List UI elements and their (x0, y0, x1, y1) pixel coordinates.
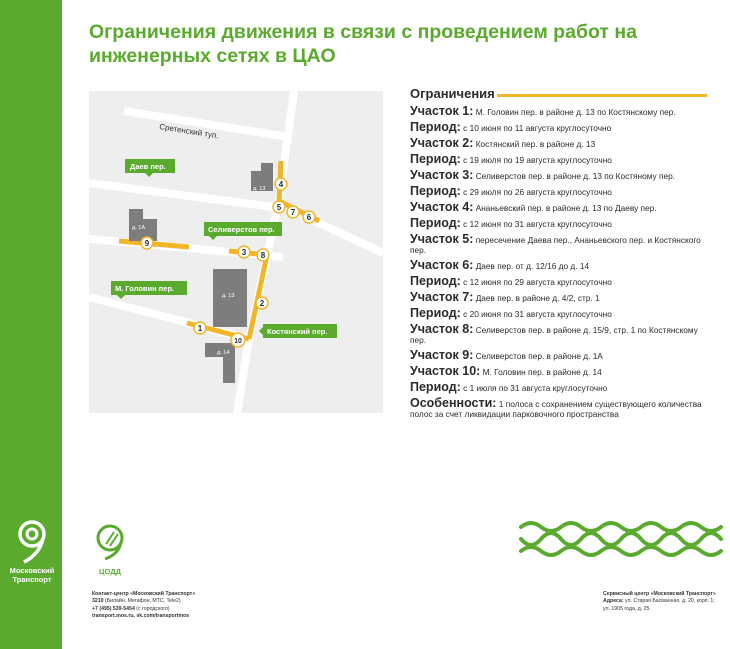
moscow-transport-name-2: Транспорт (12, 575, 52, 584)
map-panel (89, 91, 383, 413)
svg-text:4: 4 (278, 180, 284, 189)
building-label-13-central: д. 13 (222, 293, 235, 299)
contacts-block (92, 591, 292, 620)
list-item: Период: с 10 июня по 11 августа круглосуточно (410, 120, 612, 134)
list-item: Период: с 19 июля по 19 августа круглосуточно (410, 152, 612, 166)
service-center-title: Сервисный центр «Московский Транспорт» (603, 591, 716, 597)
service-address-label: Адреса: (603, 598, 624, 605)
moscow-transport-9-icon (10, 518, 54, 564)
restrictions-header-line (497, 94, 707, 97)
codd-name: ЦОДД (99, 567, 121, 576)
moscow-transport-name-1: Московский (9, 566, 55, 575)
road-golovin (89, 297, 189, 323)
marker-1 (194, 322, 206, 334)
list-item: Участок 7: Даев пер. в районе д. 4/2, стр. 1 (410, 290, 600, 304)
list-item: Период: с 29 июля по 26 августа круглосуточно (410, 184, 612, 198)
street-label-sretensky: Сретенский туп. (158, 122, 220, 141)
list-item: Участок 10: М. Головин пер. в районе д. 14 (410, 364, 602, 378)
svg-text:Костянский пер.: Костянский пер. (267, 327, 328, 336)
page-title: Ограничения движения в связи с проведением работ на инженерных сетях в ЦАО (89, 21, 637, 67)
map-drawing (89, 91, 383, 413)
contact-phone-note: (с городского) (136, 605, 170, 612)
svg-text:3: 3 (241, 248, 247, 257)
svg-text:Даев пер.: Даев пер. (130, 162, 166, 171)
marker-6 (303, 211, 315, 223)
marker-7 (287, 206, 299, 218)
marker-3 (238, 246, 250, 258)
marker-8 (257, 249, 269, 261)
brand-sidebar (0, 0, 62, 649)
contact-center-title: Контакт-центр «Московский Транспорт» (92, 591, 196, 597)
svg-text:М. Головин пер.: М. Головин пер. (115, 284, 175, 293)
list-item: Участок 2: Костянский пер. в районе д. 13 (410, 136, 596, 150)
codd-logo (92, 522, 128, 576)
moscow-transport-logo (4, 518, 60, 584)
list-item: Участок 6: Даев пер. от д. 12/16 до д. 14 (410, 258, 590, 272)
list-item: Период: с 1 июля по 31 августа круглосуточно (410, 380, 608, 394)
list-item: Участок 3: Селиверстов пер. в районе д. 13 по Костяному пер. (410, 168, 676, 182)
wave-ornament (519, 519, 725, 559)
service-address-1: ул. Старая Басманная, д. 20, корп. 1; (625, 598, 715, 605)
service-address-2: ул. 1905 года, д. 25. (603, 605, 651, 612)
restrictions-list (410, 106, 715, 424)
building-label-1a: д. 1А (132, 225, 145, 231)
building-14 (205, 343, 235, 383)
list-item: Участок 1: М. Головин пер. в районе д. 13 по Костянскому пер. (410, 104, 676, 118)
list-item: Период: с 12 июня по 29 августа круглосуточно (410, 274, 612, 288)
road-south (237, 339, 249, 413)
contact-web-links[interactable]: transport.mos.ru, vk.com/transportmos (92, 612, 190, 619)
marker-9 (141, 237, 153, 249)
contact-phone[interactable]: +7 (495) 539-5454 (92, 605, 135, 612)
tag-daev (125, 159, 175, 177)
tag-kostyansky (259, 324, 337, 338)
svg-text:10: 10 (234, 338, 242, 345)
marker-10 (231, 333, 245, 347)
svg-text:9: 9 (144, 239, 150, 248)
codd-icon (93, 522, 127, 560)
svg-text:Селиверстов пер.: Селиверстов пер. (208, 225, 275, 234)
svg-text:1: 1 (197, 324, 203, 333)
building-label-14: д. 14 (217, 350, 230, 356)
contact-short-number: 3210 (92, 598, 104, 605)
contact-short-note: (Билайн, Мегафон, МТС, Tele2) (105, 598, 181, 605)
list-item: Участок 9: Селиверстов пер. в районе д. 1А (410, 348, 603, 362)
list-item: Период: с 20 июня по 31 августа круглосуточно (410, 306, 612, 320)
list-item: Участок 5: пересечение Даева пер., Ананьевского пер. и Костянского пер. (410, 232, 701, 255)
tag-golovin (111, 281, 187, 299)
building-label-13-north: д. 13 (253, 186, 266, 192)
svg-text:7: 7 (290, 208, 296, 217)
list-item: Период: с 12 июня по 31 августа круглосуточно (410, 216, 612, 230)
list-item: Участок 4: Ананьевский пер. в районе д. 13 по Даеву пер. (410, 200, 657, 214)
list-item: Особенности: 1 полоса с сохранением существующего количества полос за счет ликвидации парковочного пространства (410, 396, 702, 419)
marker-4 (275, 178, 287, 190)
service-center-block (603, 591, 725, 613)
list-item: Участок 8: Селиверстов пер. в районе д. 15/9, стр. 1 по Костянскому пер. (410, 322, 698, 345)
svg-text:6: 6 (306, 213, 312, 222)
restrictions-header: Ограничения (410, 86, 495, 101)
marker-2 (256, 297, 268, 309)
svg-text:2: 2 (259, 299, 265, 308)
svg-text:8: 8 (260, 251, 266, 260)
marker-5 (273, 201, 285, 213)
svg-text:5: 5 (276, 203, 282, 212)
